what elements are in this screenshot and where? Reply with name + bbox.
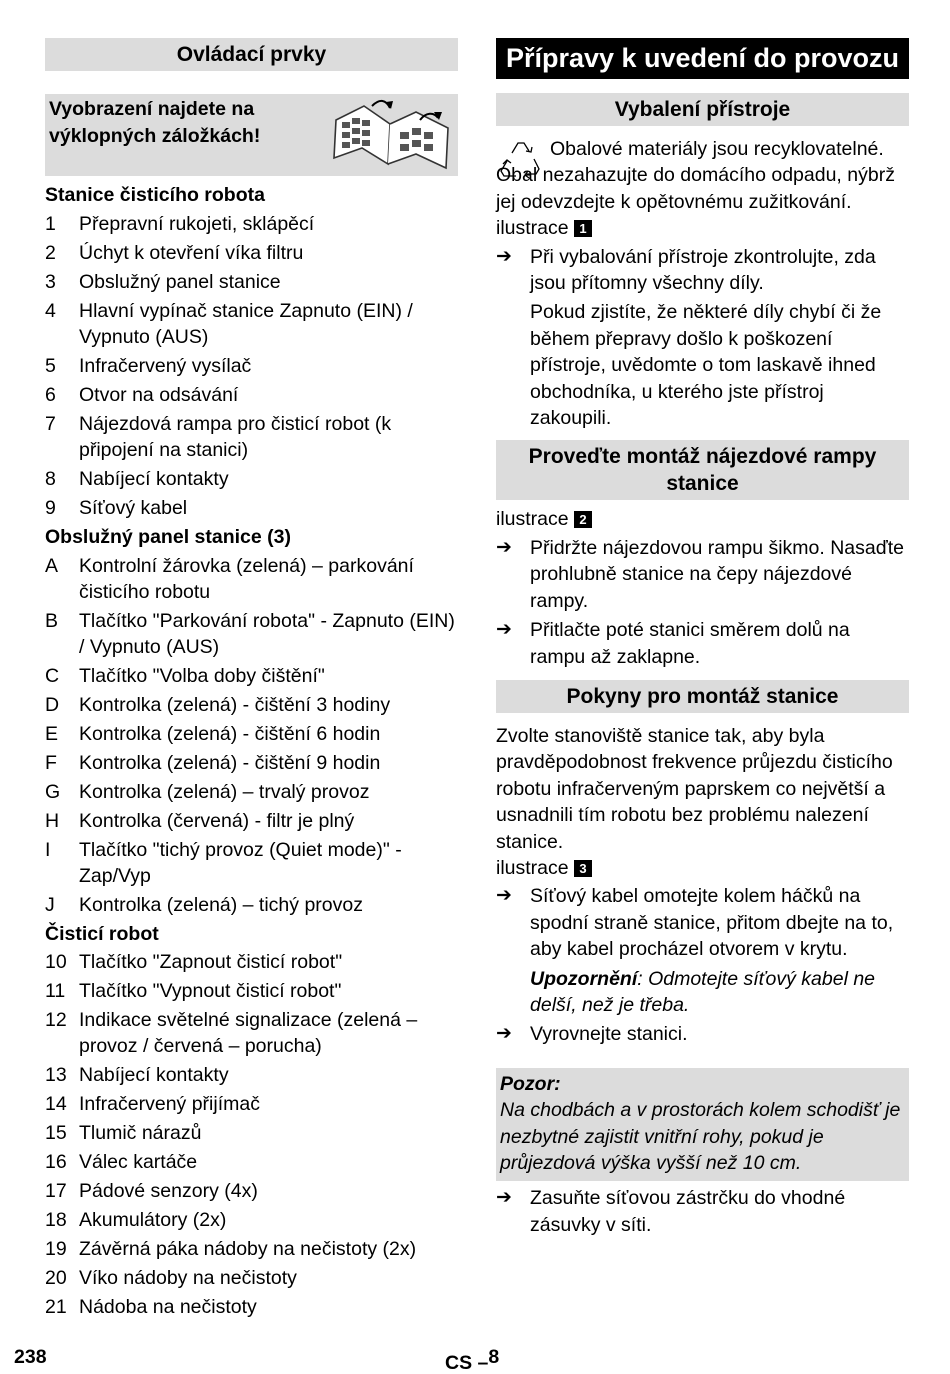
item-text: Kontrolka (zelená) – trvalý provoz <box>79 780 370 803</box>
item-number: 3 <box>45 270 56 293</box>
caution-box <box>496 1068 909 1182</box>
mount-header: Pokyny pro montáž stanice <box>496 680 909 713</box>
item-text: Kontrolka (zelená) – tichý provoz <box>79 893 363 916</box>
item-number: 17 <box>45 1180 67 1203</box>
item-number: 19 <box>45 1238 67 1261</box>
item-number: 4 <box>45 299 56 322</box>
list-item <box>45 749 458 778</box>
item-number: 8 <box>45 467 56 490</box>
illustration-label: ilustrace <box>496 508 569 531</box>
mount-step-3: ➔ Zasuňte síťovou zástrčku do vhodné zásuvky v síti. <box>496 1185 909 1238</box>
item-text: Tlačítko "Zapnout čisticí robot" <box>79 951 343 974</box>
caution-title: Pozor: <box>500 1072 561 1095</box>
unpack-step: ➔ Při vybalování přístroje zkontrolujte, zda jsou přítomny všechny díly. <box>496 244 909 297</box>
item-text: Infračervený vysílač <box>79 354 252 377</box>
mount-step-2: ➔ Vyrovnejte stanici. <box>496 1021 909 1047</box>
illustration-ref-1 <box>496 215 909 241</box>
item-number: 16 <box>45 1151 67 1174</box>
right-arrow-icon: ➔ <box>496 1187 512 1209</box>
ramp-step-1: ➔ Přidržte nájezdovou rampu šikmo. Nasaďte prohlubně stanice na čepy nájezdové rampy. <box>496 535 909 614</box>
item-text: Tlačítko "tichý provoz (Quiet mode)" - Zap/Vyp <box>79 838 402 887</box>
station-parts-list <box>45 210 458 523</box>
robot-parts-list <box>45 948 458 1322</box>
item-number: 9 <box>45 496 56 519</box>
list-item <box>45 807 458 836</box>
book-icon <box>330 98 452 176</box>
note-box <box>45 94 458 176</box>
ramp-step-2: ➔ Přitlačte poté stanici směrem dolů na rampu až zaklapne. <box>496 617 909 670</box>
list-item <box>45 1293 458 1322</box>
item-number: 2 <box>45 241 56 264</box>
station-section-title: Stanice čisticího robota <box>45 184 265 206</box>
illustration-ref-2 <box>496 506 909 532</box>
item-text: Kontrolka (zelená) - čištění 6 hodin <box>79 722 381 745</box>
item-text: Hlavní vypínač stanice Zapnuto (EIN) / Vypnuto (AUS) <box>79 299 413 348</box>
list-item <box>45 1119 458 1148</box>
item-text: Válec kartáče <box>79 1151 198 1174</box>
item-text: Víko nádoby na nečistoty <box>79 1267 297 1290</box>
item-number: 12 <box>45 1009 67 1032</box>
list-item <box>45 1206 458 1235</box>
item-number: I <box>45 838 51 861</box>
sub-page-number: 8 <box>488 1346 500 1368</box>
controls-header: Ovládací prvky <box>45 38 458 71</box>
item-text: Nádoba na nečistoty <box>79 1296 257 1319</box>
illustration-number-3: 3 <box>574 860 592 877</box>
item-number: 11 <box>45 980 66 1003</box>
panel-section-title: Obslužný panel stanice (3) <box>45 525 291 548</box>
list-item <box>45 778 458 807</box>
note-label: Upozornění <box>530 967 638 990</box>
list-item <box>45 210 458 239</box>
unpack-header: Vybalení přístroje <box>496 93 909 126</box>
item-number: F <box>45 751 57 774</box>
item-text: Tlačítko "Vypnout čisticí robot" <box>79 980 342 1003</box>
illustration-number-1: 1 <box>574 220 592 237</box>
item-text: Kontrolka (zelená) - čištění 3 hodiny <box>79 693 391 716</box>
item-text: Pádové senzory (4x) <box>79 1180 258 1203</box>
list-item <box>45 1148 458 1177</box>
list-item <box>45 268 458 297</box>
item-number: 15 <box>45 1122 67 1145</box>
list-item <box>45 1061 458 1090</box>
preparation-header: Přípravy k uvedení do provozu <box>496 38 909 79</box>
illustration-label: ilustrace <box>496 856 569 879</box>
list-item <box>45 720 458 749</box>
list-item <box>45 977 458 1006</box>
item-number: 7 <box>45 412 56 435</box>
item-text: Úchyt k otevření víka filtru <box>79 241 304 264</box>
list-item <box>45 662 458 691</box>
recycle-icon <box>498 139 542 183</box>
list-item <box>45 352 458 381</box>
item-number: D <box>45 693 60 716</box>
illustration-ref-3 <box>496 855 909 881</box>
item-number: 14 <box>45 1093 67 1116</box>
item-text: Závěrná páka nádoby na nečistoty (2x) <box>79 1238 417 1261</box>
panel-parts-list <box>45 552 458 920</box>
caution-text: Na chodbách a v prostorách kolem schodišť je nezbytné zajistit vnitřní rohy, pokud je průjezdová výška vyšší než 10 cm. <box>500 1099 901 1174</box>
list-item <box>45 691 458 720</box>
item-number: 6 <box>45 383 56 406</box>
unpack-step-continued: Pokud zjistíte, že některé díly chybí či že během přepravy došlo k poškození přístroje, uvědomte o tom laskavě ihned obchodníka, u kterého jste přístroj zakoupili. <box>530 301 882 430</box>
left-column <box>45 38 458 1322</box>
item-text: Kontrolka (červená) - filtr je plný <box>79 809 355 832</box>
mount-note <box>496 966 909 1019</box>
item-text: Síťový kabel <box>79 496 188 519</box>
illustration-number-2: 2 <box>574 511 592 528</box>
item-number: B <box>45 609 59 632</box>
item-number: 10 <box>45 951 67 974</box>
list-item <box>45 1006 458 1061</box>
item-text: Nabíjecí kontakty <box>79 1064 229 1087</box>
item-number: C <box>45 664 60 687</box>
item-number: A <box>45 554 59 577</box>
list-item <box>45 410 458 465</box>
item-text: Kontrolní žárovka (zelená) – parkování čisticího robotu <box>79 554 414 603</box>
item-text: Nájezdová rampa pro čisticí robot (k připojení na stanici) <box>79 412 392 461</box>
item-number: 5 <box>45 354 56 377</box>
item-number: H <box>45 809 60 832</box>
item-number: 18 <box>45 1209 67 1232</box>
list-item <box>45 297 458 352</box>
item-text: Tlumič nárazů <box>79 1122 202 1145</box>
ramp-header: Proveďte montáž nájezdové rampy stanice <box>496 440 909 500</box>
list-item <box>45 1177 458 1206</box>
mount-step-1: ➔ Síťový kabel omotejte kolem háčků na spodní straně stanice, přitom dbejte na to, aby kabel procházel otvorem v krytu. <box>496 883 909 962</box>
item-number: 13 <box>45 1064 67 1087</box>
list-item <box>45 1264 458 1293</box>
illustration-label: ilustrace <box>496 217 569 240</box>
list-item <box>45 891 458 920</box>
list-item <box>45 1235 458 1264</box>
item-number: 21 <box>45 1296 67 1319</box>
item-text: Indikace světelné signalizace (zelená – provoz / červená – porucha) <box>79 1009 418 1058</box>
page-number: 238 <box>14 1346 47 1368</box>
right-column <box>496 38 909 1238</box>
item-text: Kontrolka (zelená) - čištění 9 hodin <box>79 751 381 774</box>
mount-intro: Zvolte stanoviště stanice tak, aby byla pravděpodobnost frekvence průjezdu čisticího robotu infračerveným paprskem co největší a usnadnili tím robotu bez problému nalezení stanice. <box>496 724 893 853</box>
robot-section-title: Čisticí robot <box>45 922 159 945</box>
footer-dash: – <box>477 1352 489 1374</box>
list-item <box>45 1090 458 1119</box>
list-item <box>45 381 458 410</box>
right-arrow-icon: ➔ <box>496 245 512 267</box>
item-number: 1 <box>45 212 56 235</box>
item-number: E <box>45 722 59 745</box>
list-item <box>45 494 458 523</box>
item-text: Nabíjecí kontakty <box>79 467 229 490</box>
note-text: : Odmotejte síťový kabel ne delší, než je třeba. <box>530 967 876 1016</box>
item-text: Otvor na odsávání <box>79 383 239 406</box>
list-item <box>45 836 458 891</box>
item-number: G <box>45 780 61 803</box>
item-number: J <box>45 893 55 916</box>
item-text: Obslužný panel stanice <box>79 270 281 293</box>
list-item <box>45 607 458 662</box>
item-text: Akumulátory (2x) <box>79 1209 227 1232</box>
footer-section-ref <box>445 1346 499 1374</box>
item-text: Infračervený přijímač <box>79 1093 260 1116</box>
item-number: 20 <box>45 1267 67 1290</box>
list-item <box>45 465 458 494</box>
note-text: Vyobrazení najdete na výklopných záložkách! <box>49 98 261 147</box>
right-arrow-icon: ➔ <box>496 619 512 641</box>
item-text: Tlačítko "Volba doby čištění" <box>79 664 325 687</box>
right-arrow-icon: ➔ <box>496 536 512 558</box>
recycle-text: Obalové materiály jsou recyklovatelné. Obal nezahazujte do domácího odpadu, nýbrž jej odevzdejte k opětovnému zužitkování. <box>496 138 895 213</box>
list-item <box>45 239 458 268</box>
item-text: Tlačítko "Parkování robota" - Zapnuto (EIN) / Vypnuto (AUS) <box>79 609 455 658</box>
language-code: CS <box>445 1352 473 1374</box>
right-arrow-icon: ➔ <box>496 885 512 907</box>
item-text: Přepravní rukojeti, sklápěcí <box>79 212 315 235</box>
list-item <box>45 948 458 977</box>
right-arrow-icon: ➔ <box>496 1023 512 1045</box>
list-item <box>45 552 458 607</box>
